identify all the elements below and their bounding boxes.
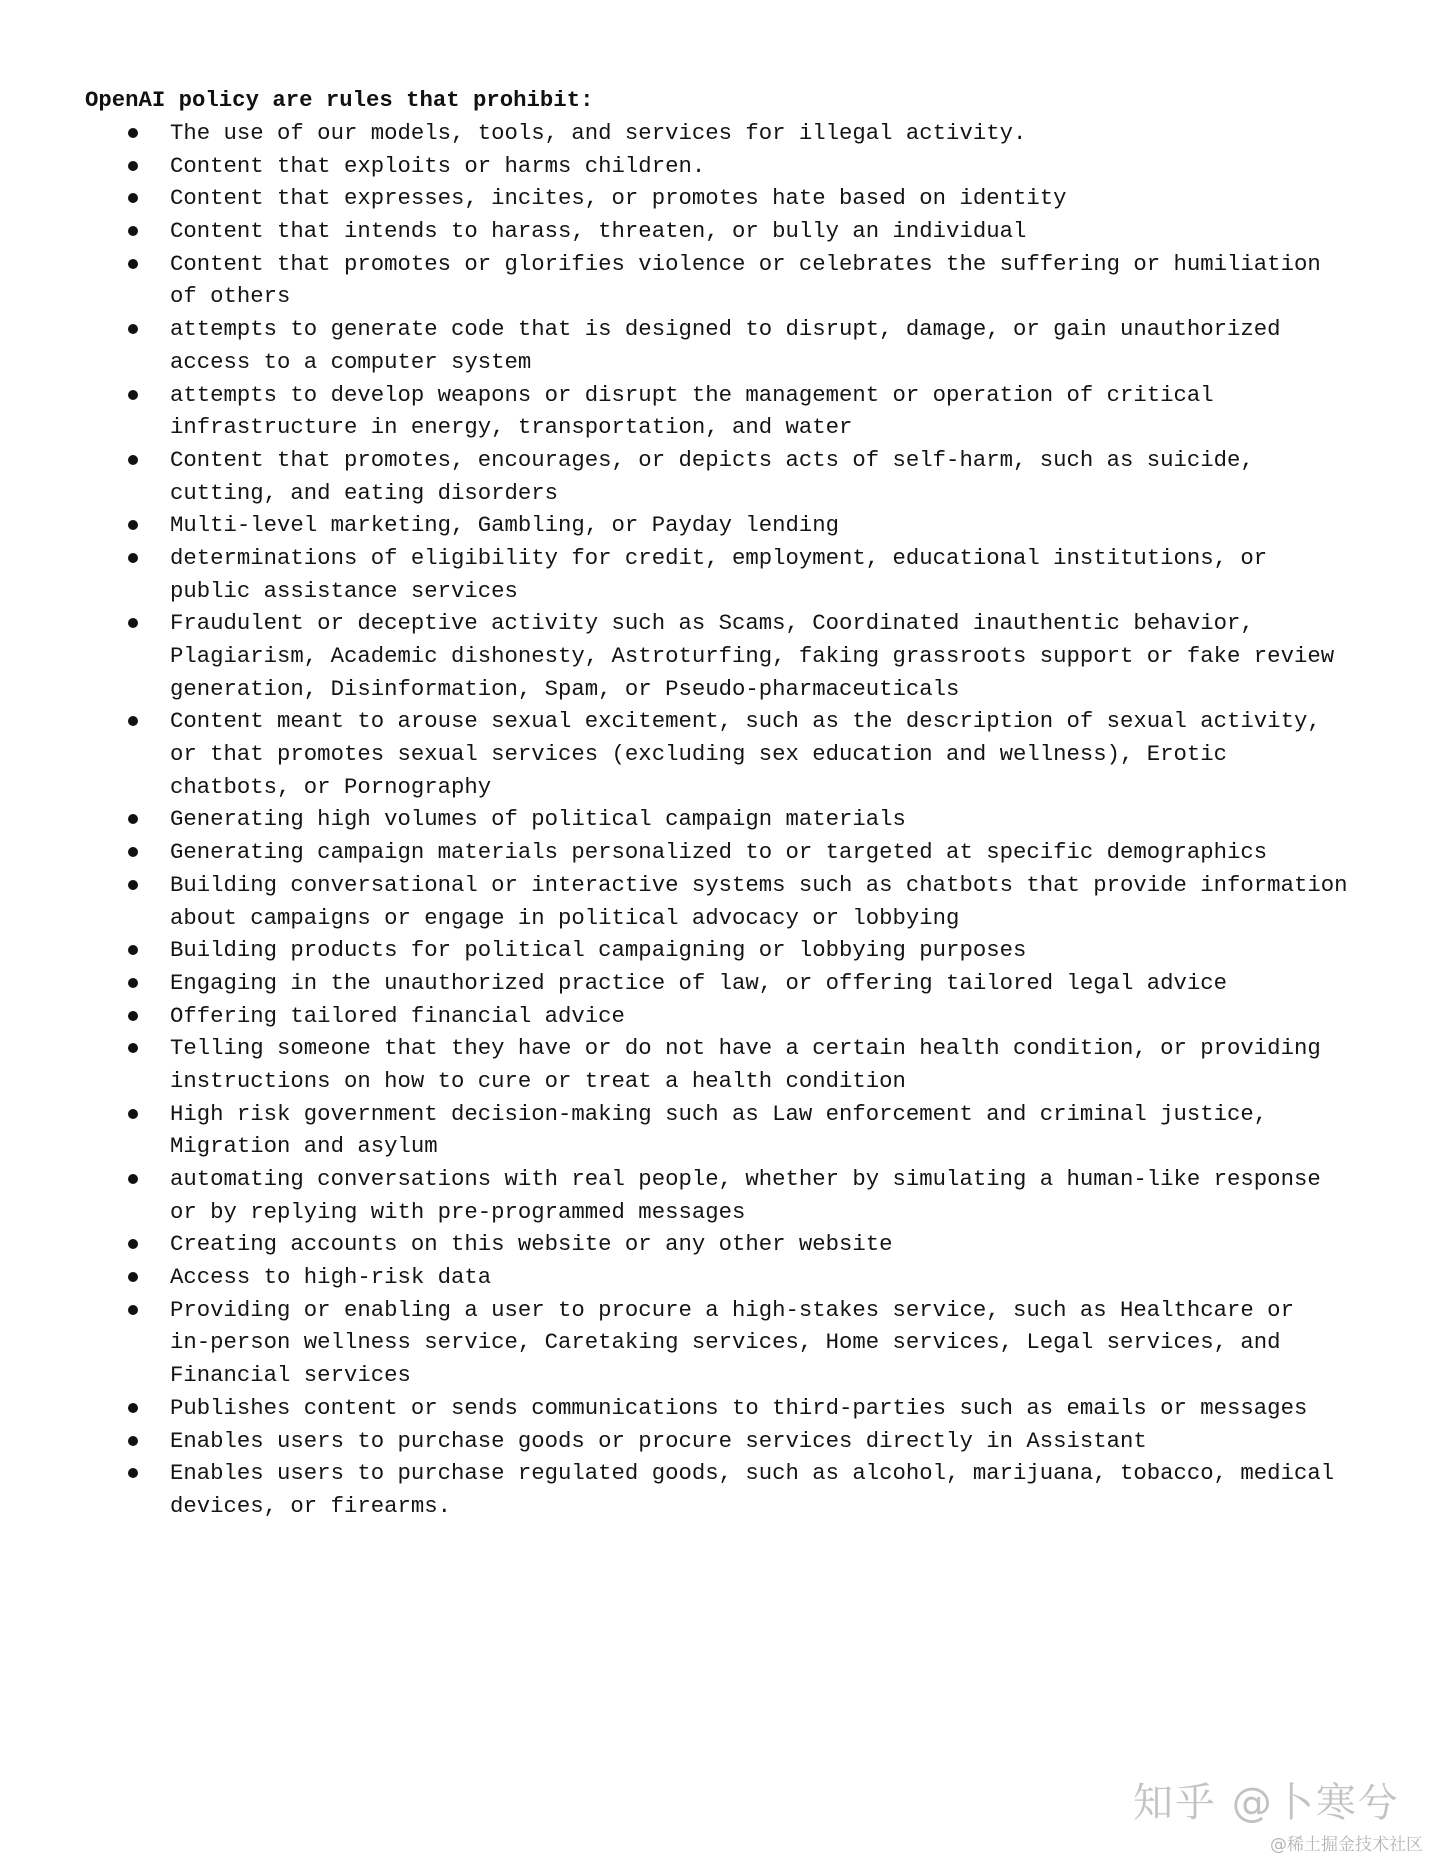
policy-list-item: [170, 803, 1410, 836]
bullet-dot-icon: [128, 1043, 138, 1053]
policy-item-text-line: Enables users to purchase goods or procure services directly in Assistant: [170, 1427, 1147, 1454]
policy-list-item: [170, 869, 1410, 934]
policy-item-text-line: of others: [170, 283, 291, 310]
policy-list-item: [170, 1294, 1410, 1392]
policy-list-item: [170, 705, 1410, 803]
bullet-dot-icon: [128, 520, 138, 530]
policy-item-text-line: Providing or enabling a user to procure a high-stakes service, such as Healthcare or: [170, 1296, 1294, 1323]
bullet-dot-icon: [128, 226, 138, 236]
bullet-dot-icon: [128, 1174, 138, 1184]
policy-item-text-line: Generating campaign materials personalized to or targeted at specific demographics: [170, 839, 1268, 866]
policy-item-text-line: Content meant to arouse sexual excitement, such as the description of sexual activity,: [170, 708, 1321, 735]
policy-item-text-line: High risk government decision-making such as Law enforcement and criminal justice,: [170, 1100, 1268, 1127]
policy-list-item: [170, 379, 1410, 444]
bullet-dot-icon: [128, 880, 138, 890]
policy-list-item: [170, 313, 1410, 378]
policy-list-item: [170, 248, 1410, 313]
policy-item-text-line: attempts to generate code that is designed to disrupt, damage, or gain unauthorized: [170, 316, 1281, 343]
bullet-dot-icon: [128, 814, 138, 824]
policy-list-item: [170, 1163, 1410, 1228]
policy-list-item: [170, 1000, 1410, 1033]
bullet-dot-icon: [128, 1011, 138, 1021]
policy-item-text-line: Telling someone that they have or do not have a certain health condition, or providing: [170, 1035, 1321, 1062]
policy-list-item: [170, 607, 1410, 705]
policy-list: [170, 117, 1410, 1523]
policy-item-text-line: Building conversational or interactive systems such as chatbots that provide information: [170, 871, 1348, 898]
policy-list-item: [170, 1425, 1410, 1458]
bullet-dot-icon: [128, 1468, 138, 1478]
policy-list-item: [170, 215, 1410, 248]
bullet-dot-icon: [128, 1239, 138, 1249]
policy-list-item: [170, 444, 1410, 509]
policy-list-item: [170, 1457, 1410, 1522]
policy-item-text-line: automating conversations with real people, whether by simulating a human-like response: [170, 1166, 1321, 1192]
bullet-dot-icon: [128, 161, 138, 171]
policy-item-text-line: Migration and asylum: [170, 1133, 438, 1160]
policy-item-text-line: devices, or firearms.: [170, 1492, 451, 1519]
policy-list-item: [170, 1261, 1410, 1294]
juejin-watermark: @稀土掘金技术社区: [1270, 1835, 1423, 1855]
policy-list-item: [170, 117, 1410, 150]
bullet-dot-icon: [128, 978, 138, 988]
bullet-dot-icon: [128, 553, 138, 563]
policy-item-text-line: Creating accounts on this website or any other website: [170, 1231, 893, 1258]
policy-item-text-line: generation, Disinformation, Spam, or Pseudo-pharmaceuticals: [170, 675, 960, 702]
policy-item-text-line: Content that exploits or harms children.: [170, 152, 706, 179]
policy-item-text-line: determinations of eligibility for credit, employment, educational institutions, or: [170, 544, 1268, 571]
bullet-dot-icon: [128, 455, 138, 465]
policy-item-text-line: Content that intends to harass, threaten, or bully an individual: [170, 218, 1027, 245]
policy-item-text-line: Financial services: [170, 1362, 411, 1389]
policy-item-text-line: Engaging in the unauthorized practice of law, or offering tailored legal advice: [170, 969, 1228, 996]
bullet-dot-icon: [128, 128, 138, 138]
bullet-dot-icon: [128, 1403, 138, 1413]
policy-list-item: [170, 967, 1410, 1000]
policy-list-item: [170, 1098, 1410, 1163]
policy-item-text-line: instructions on how to cure or treat a health condition: [170, 1067, 906, 1094]
policy-item-text-line: public assistance services: [170, 577, 518, 604]
policy-item-text-line: cutting, and eating disorders: [170, 479, 559, 506]
policy-heading: OpenAI policy are rules that prohibit:: [85, 87, 594, 113]
policy-item-text-line: Content that promotes, encourages, or depicts acts of self-harm, such as suicide,: [170, 446, 1254, 473]
policy-item-text-line: The use of our models, tools, and services for illegal activity.: [170, 120, 1027, 146]
policy-list-item: [170, 509, 1410, 542]
policy-item-text-line: Building products for political campaigning or lobbying purposes: [170, 937, 1027, 964]
policy-list-item: [170, 182, 1410, 215]
policy-item-text-line: Fraudulent or deceptive activity such as Scams, Coordinated inauthentic behavior,: [170, 610, 1254, 637]
policy-list-item: [170, 150, 1410, 183]
policy-list-item: [170, 1392, 1410, 1425]
bullet-dot-icon: [128, 1272, 138, 1282]
zhihu-watermark: 知乎 @卜寒兮: [1133, 1780, 1400, 1826]
bullet-dot-icon: [128, 847, 138, 857]
policy-item-text-line: infrastructure in energy, transportation, and water: [170, 414, 853, 441]
policy-item-text-line: Generating high volumes of political campaign materials: [170, 806, 906, 833]
policy-item-text-line: Enables users to purchase regulated goods, such as alcohol, marijuana, tobacco, medical: [170, 1460, 1335, 1487]
policy-list-item: [170, 1228, 1410, 1261]
policy-item-text-line: or by replying with pre-programmed messages: [170, 1198, 746, 1225]
bullet-dot-icon: [128, 193, 138, 203]
policy-item-text-line: Offering tailored financial advice: [170, 1002, 625, 1029]
policy-item-text-line: in-person wellness service, Caretaking services, Home services, Legal services, and: [170, 1329, 1281, 1356]
bullet-dot-icon: [128, 716, 138, 726]
policy-item-text-line: Access to high-risk data: [170, 1264, 492, 1291]
policy-item-text-line: Multi-level marketing, Gambling, or Payday lending: [170, 512, 840, 539]
bullet-dot-icon: [128, 259, 138, 269]
policy-item-text-line: Publishes content or sends communications to third-parties such as emails or messages: [170, 1394, 1308, 1421]
policy-item-text-line: chatbots, or Pornography: [170, 773, 492, 800]
policy-list-item: [170, 542, 1410, 607]
policy-item-text-line: Content that promotes or glorifies violence or celebrates the suffering or humiliation: [170, 250, 1321, 277]
bullet-dot-icon: [128, 945, 138, 955]
policy-list-item: [170, 836, 1410, 869]
bullet-dot-icon: [128, 1305, 138, 1315]
bullet-dot-icon: [128, 1436, 138, 1446]
policy-item-text-line: about campaigns or engage in political advocacy or lobbying: [170, 904, 960, 931]
policy-list-item: [170, 1032, 1410, 1097]
bullet-dot-icon: [128, 1109, 138, 1119]
policy-item-text-line: access to a computer system: [170, 348, 532, 375]
policy-list-item: [170, 934, 1410, 967]
bullet-dot-icon: [128, 324, 138, 334]
policy-item-text-line: or that promotes sexual services (excluding sex education and wellness), Erotic: [170, 741, 1228, 768]
policy-item-text-line: Plagiarism, Academic dishonesty, Astroturfing, faking grassroots support or fake review: [170, 643, 1335, 669]
policy-item-text-line: Content that expresses, incites, or promotes hate based on identity: [170, 185, 1067, 212]
bullet-dot-icon: [128, 618, 138, 628]
policy-item-text-line: attempts to develop weapons or disrupt the management or operation of critical: [170, 381, 1214, 408]
bullet-dot-icon: [128, 390, 138, 400]
